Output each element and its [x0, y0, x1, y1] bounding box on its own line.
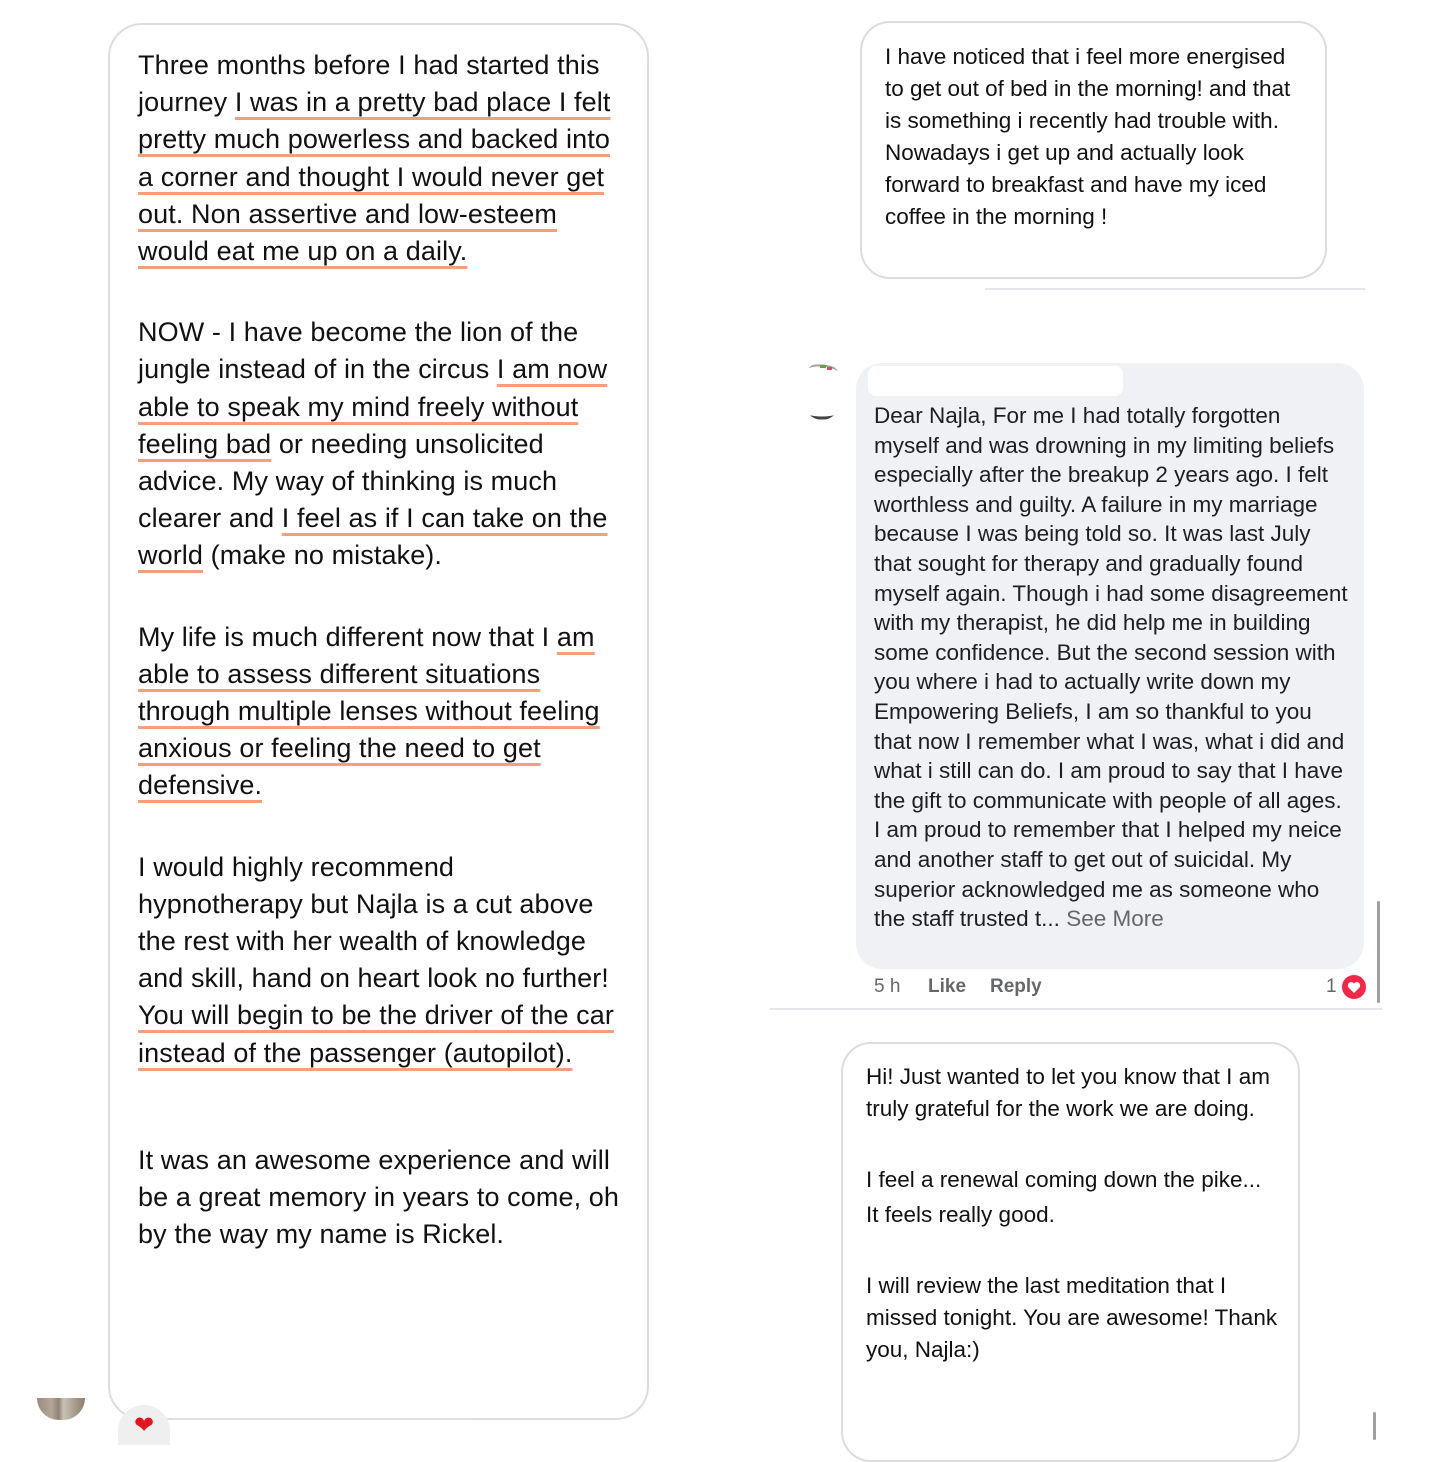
- text-segment: or needing unsolicited advice. My way of thinking is much clearer and: [138, 428, 558, 534]
- redacted-commenter-name: [868, 366, 1123, 396]
- text-segment: Three months before I had started this journey: [138, 50, 600, 118]
- text-segment: (make no mistake).: [203, 540, 442, 571]
- bubble-bottom-border: [172, 1418, 472, 1420]
- heart-emoji: ❤: [133, 1412, 155, 1439]
- divider: [985, 288, 1365, 290]
- divider: [770, 1008, 1382, 1010]
- underlined-text-segment: I feel as if I can take on the world: [138, 503, 608, 571]
- like-button[interactable]: Like: [928, 976, 967, 997]
- message-paragraph: Hi! Just wanted to let you know that I am truly grateful for the work we are doing.: [866, 1064, 1270, 1122]
- text-segment: NOW - I have become the lion of the jungle instead of in the circus: [138, 317, 579, 385]
- text-segment: I would highly recommend hypnotherapy but Najla is a cut above the rest with her wealth of knowledge and skill, hand on heart look no further!: [138, 851, 609, 994]
- reply-button[interactable]: Reply: [990, 976, 1042, 997]
- message-paragraph: I feel a renewal coming down the pike...: [866, 1166, 1262, 1192]
- bottom-right-message-bubble: [841, 1042, 1300, 1462]
- top-right-message-bubble: [860, 21, 1327, 279]
- underlined-text-segment: You will begin to be the driver of the car instead of the passenger (autopilot).: [138, 1000, 614, 1068]
- left-paragraph-1: [138, 47, 621, 270]
- text-segment: It was an awesome experience and will be a great memory in years to come, oh by the way my name is Rickel.: [138, 1144, 620, 1250]
- left-message-bubble: [108, 23, 649, 1420]
- text-segment: My life is much different now that I: [138, 621, 557, 652]
- underlined-text-segment: I was in a pretty bad place I felt pretty much powerless and backed into a corner and thought I would never get out. Non assertive and low-esteem would eat me up on a daily.: [138, 87, 611, 267]
- left-paragraph-4: [138, 849, 621, 1072]
- message-paragraph: It feels really good.: [866, 1202, 1055, 1228]
- left-paragraph-3: [138, 619, 621, 805]
- user-avatar[interactable]: [37, 1398, 85, 1420]
- message-text: I have noticed that i feel more energised to get out of bed in the morning! and that is something i recently had trouble with. Nowadays i get up and actually look forward to breakfast and have my iced coffee in the morning !: [885, 44, 1291, 229]
- comment-timestamp: 5 h: [874, 976, 901, 997]
- comment-actions: [874, 976, 1369, 1002]
- left-paragraph-5: [138, 1142, 621, 1254]
- comment-text: Dear Najla, For me I had totally forgotten myself and was drowning in my limiting beliefs especially after the breakup 2 years ago. I felt worthless and guilty. A failure in my marriage because I was being told so. It was last July that sought for therapy and gradually found myself again. Though i had some disagreement with my therapist, he did help me in building some confidence. But the second session with you where i had to actually write down my Empowering Beliefs, I am so thankful to you that now I remember what I was, what i did and what i still can do. I am proud to say that I have the gift to communicate with people of all ages. I am proud to remember that I helped my neice and another staff to get out of suicidal. My superior acknowledged me as someone who the staff trusted t...: [874, 403, 1348, 932]
- underlined-text-segment: am able to assess different situations through multiple lenses without feeling anxious or feeling the need to get defensive.: [138, 621, 600, 801]
- reaction-count: 1: [1326, 976, 1337, 997]
- love-reaction-icon[interactable]: [1342, 975, 1366, 999]
- underlined-text-segment: I am now able to speak my mind freely without feeling bad: [138, 354, 608, 459]
- left-paragraph-2: [138, 314, 621, 574]
- scrollbar[interactable]: [1377, 901, 1380, 1003]
- scrollbar[interactable]: [1373, 1412, 1376, 1440]
- commenter-avatar[interactable]: [800, 362, 844, 420]
- see-more-link[interactable]: See More: [1066, 906, 1164, 932]
- comment-bubble: [856, 363, 1364, 969]
- message-paragraph: I will review the last meditation that I missed tonight. You are awesome! Thank you, Najla:): [866, 1272, 1278, 1363]
